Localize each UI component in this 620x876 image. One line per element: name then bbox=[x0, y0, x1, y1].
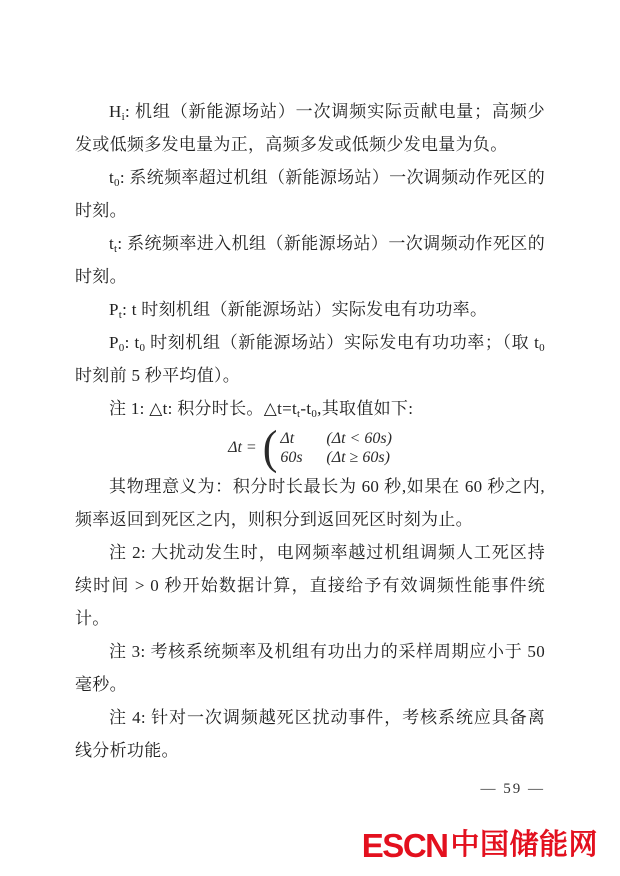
escn-logo-site-name: 中国储能网 bbox=[450, 829, 598, 861]
paragraph-note-1: 注 1: △t: 积分时长。$\triangle t=t_t-t_0$,其取值如下: bbox=[109, 399, 414, 420]
formula-case-2-value: 60s bbox=[280, 448, 303, 466]
formula-case-1 bbox=[280, 429, 392, 448]
formula-brace: ( bbox=[262, 421, 278, 474]
paragraph-note-3: 注 3: 考核系统频率及机组有功出力的采样周期应小于 50 毫秒。 bbox=[75, 642, 545, 694]
formula-case-1-value: Δt bbox=[280, 429, 295, 447]
paragraph-definition-p0: $P_0$: $t_0$ 时刻机组（新能源场站）实际发电有功功率；（取 $t_0$ 时刻前 5 秒平均值）。 bbox=[75, 333, 545, 385]
document-body bbox=[75, 95, 545, 767]
formula-case-2-condition: (Δt ≥ 60s) bbox=[326, 448, 390, 466]
paragraph-note-2: 注 2: 大扰动发生时，电网频率越过机组调频人工死区持续时间 > 0 秒开始数据计算，直接给予有效调频性能事件统计。 bbox=[75, 543, 545, 628]
paragraph-definition-tt: $t_t$: 系统频率进入机组（新能源场站）一次调频动作死区的时刻。 bbox=[75, 234, 545, 286]
paragraph-note-4: 注 4: 针对一次调频越死区扰动事件，考核系统应具备离线分析功能。 bbox=[75, 708, 545, 760]
escn-logo-latin-text: ESCN bbox=[361, 827, 448, 864]
paragraph-definition-t0: $t_0$: 系统频率超过机组（新能源场站）一次调频动作死区的时刻。 bbox=[75, 168, 545, 220]
paragraph-definition-hi: $H_i$: 机组（新能源场站）一次调频实际贡献电量；高频少发或低频多发电量为正，高频多发或低频少发电量为负。 bbox=[75, 102, 545, 154]
formula-lhs: Δt = bbox=[228, 438, 257, 456]
formula-cases bbox=[280, 429, 392, 467]
page-number: — 59 — bbox=[480, 781, 545, 797]
paragraph-definition-pt: $P_t$: t 时刻机组（新能源场站）实际发电有功功率。 bbox=[109, 300, 488, 321]
paragraph-physical-meaning: 其物理意义为：积分时长最长为 60 秒,如果在 60 秒之内,频率返回到死区之内，则积分到返回死区时刻为止。 bbox=[75, 477, 545, 529]
formula-case-1-condition: (Δt < 60s) bbox=[326, 429, 392, 447]
formula-case-2 bbox=[280, 448, 392, 467]
formula-delta-t bbox=[75, 421, 545, 474]
escn-logo bbox=[362, 829, 598, 862]
